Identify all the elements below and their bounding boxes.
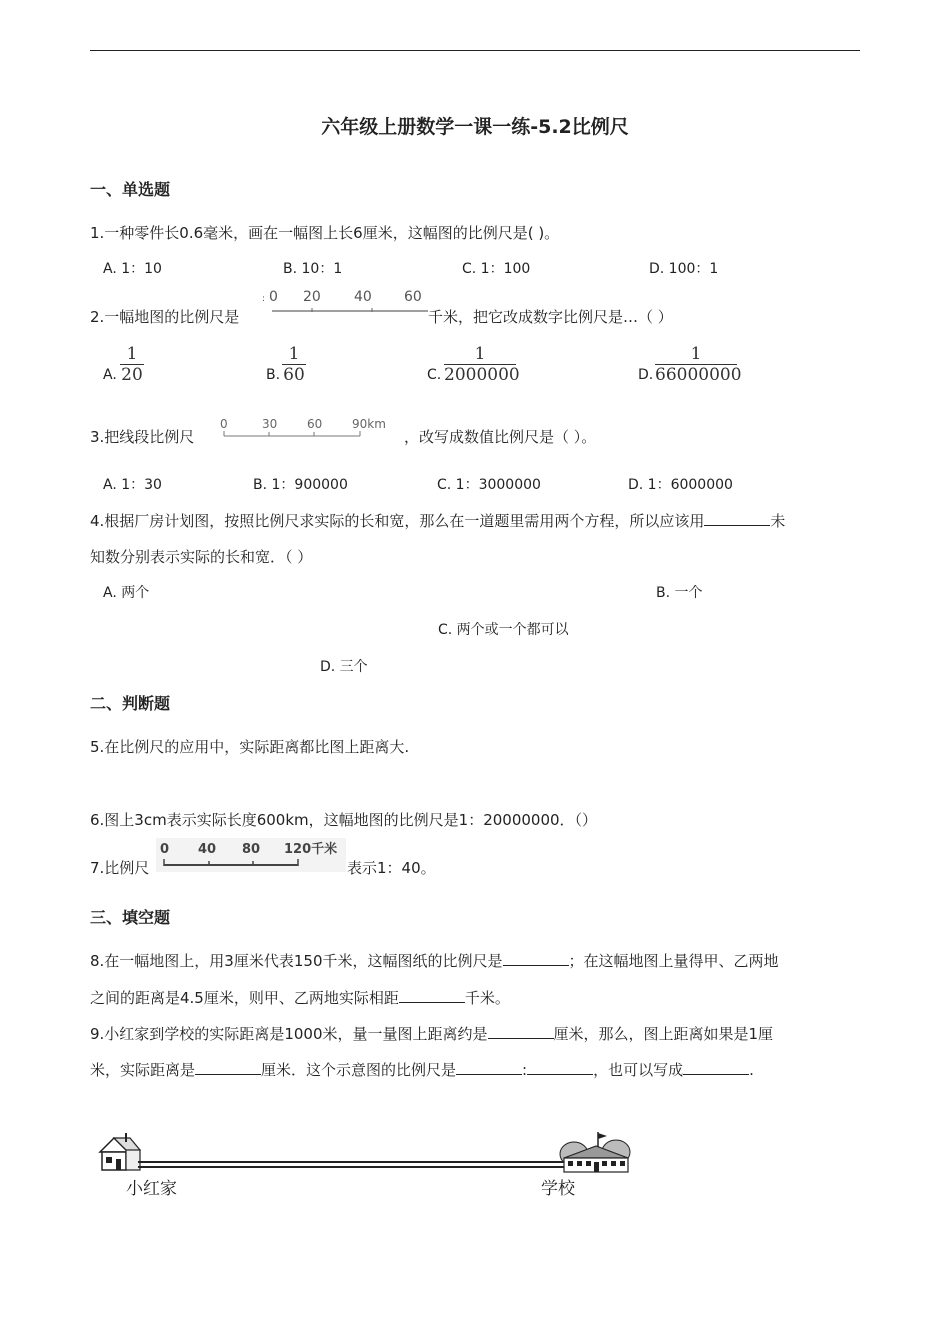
question-8-line-2: 之间的距离是4.5厘米，则甲、乙两地实际相距 千米。 bbox=[90, 989, 510, 1007]
q3-scale-tick-0: 0 bbox=[220, 417, 228, 431]
school-icon bbox=[560, 1132, 630, 1172]
q2-option-b-label[interactable]: B. bbox=[266, 367, 281, 383]
q1-option-d[interactable]: D. 100：1 bbox=[649, 261, 719, 277]
q2-option-d-fraction[interactable]: 1 66000000 bbox=[655, 344, 742, 385]
q2-option-a-fraction[interactable]: 1 20 bbox=[121, 344, 143, 385]
q2-option-c-fraction[interactable]: 1 2000000 bbox=[444, 344, 520, 385]
q1-option-c[interactable]: C. 1：100 bbox=[462, 261, 531, 277]
q9-blank-1[interactable] bbox=[488, 1024, 554, 1039]
q4-option-a[interactable]: A. 两个 bbox=[103, 585, 150, 601]
q7-scale-tick-80: 80 bbox=[242, 842, 261, 857]
q7-scale-tick-0: 0 bbox=[160, 842, 170, 857]
q2-scale-tick-20: 20 bbox=[303, 289, 321, 305]
q7-scale-tick-40: 40 bbox=[198, 842, 217, 857]
q7-scale-bar-image bbox=[156, 838, 346, 872]
q9-blank-2[interactable] bbox=[195, 1060, 261, 1075]
question-5: 5.在比例尺的应用中，实际距离都比图上距离大. bbox=[90, 738, 410, 756]
q9-blank-3[interactable] bbox=[456, 1060, 522, 1075]
q7-scale-tick-120: 120千米 bbox=[284, 842, 338, 857]
question-6: 6.图上3cm表示实际长度600km，这幅地图的比例尺是1：20000000．（） bbox=[90, 811, 598, 829]
q4-option-c[interactable]: C. 两个或一个都可以 bbox=[438, 622, 569, 638]
q4-option-d[interactable]: D. 三个 bbox=[320, 659, 368, 675]
q2-option-c-label[interactable]: C. bbox=[427, 367, 442, 383]
q3-option-a[interactable]: A. 1：30 bbox=[103, 477, 162, 493]
q3-scale-tick-30: 30 bbox=[262, 417, 278, 431]
question-7-prefix: 7.比例尺 bbox=[90, 859, 150, 877]
q8-blank-1[interactable] bbox=[503, 951, 569, 966]
q1-option-b[interactable]: B. 10：1 bbox=[283, 261, 343, 277]
question-8-line-1: 8.在一幅地图上，用3厘米代表150千米，这幅图纸的比例尺是 ；在这幅地图上量得甲、乙两地 bbox=[90, 952, 779, 970]
q2-scale-tick-60: 60 bbox=[404, 289, 422, 305]
header-rule bbox=[90, 50, 860, 51]
question-2-prefix: 2.一幅地图的比例尺是 bbox=[90, 308, 240, 326]
school-label: 学校 bbox=[541, 1179, 575, 1199]
house-icon bbox=[100, 1133, 140, 1170]
q4-blank[interactable] bbox=[704, 511, 770, 526]
q3-option-b[interactable]: B. 1：900000 bbox=[253, 477, 348, 493]
question-4-line-1: 4.根据厂房计划图，按照比例尺求实际的长和宽，那么在一道题里需用两个方程，所以应该用 未 bbox=[90, 512, 786, 530]
question-9-line-1: 9.小红家到学校的实际距离是1000米，量一量图上距离约是 厘米，那么，图上距离如果是1厘 bbox=[90, 1025, 774, 1043]
q2-option-d-label[interactable]: D. bbox=[638, 367, 654, 383]
q3-option-d[interactable]: D. 1：6000000 bbox=[628, 477, 733, 493]
q1-option-a[interactable]: A. 1：10 bbox=[103, 261, 162, 277]
home-label: 小红家 bbox=[126, 1179, 177, 1199]
section-heading-true-false: 二、判断题 bbox=[90, 694, 171, 713]
question-4-line-2: 知数分别表示实际的长和宽．（ ） bbox=[90, 548, 313, 566]
q3-scale-tick-90km: 90km bbox=[352, 417, 386, 431]
question-3-suffix: ，改写成数值比例尺是（ ）。 bbox=[404, 428, 597, 446]
q3-option-c[interactable]: C. 1：3000000 bbox=[437, 477, 541, 493]
question-7-suffix: 表示1：40。 bbox=[347, 859, 436, 877]
q2-scale-tick-40: 40 bbox=[354, 289, 372, 305]
q3-scale-tick-60: 60 bbox=[307, 417, 323, 431]
question-1: 1.一种零件长0.6毫米，画在一幅图上长6厘米，这幅图的比例尺是( )。 bbox=[90, 224, 560, 242]
section-heading-single-choice: 一、单选题 bbox=[90, 180, 171, 199]
page-title: 六年级上册数学一课一练-5.2比例尺 bbox=[321, 116, 629, 138]
section-heading-fill-blank: 三、填空题 bbox=[90, 908, 171, 927]
svg-text::: : bbox=[262, 294, 266, 304]
q9-blank-5[interactable] bbox=[683, 1060, 749, 1075]
q2-option-b-fraction[interactable]: 1 60 bbox=[283, 344, 305, 385]
q2-scale-bar-image bbox=[258, 287, 430, 317]
question-9-line-2: 米，实际距离是 厘米．这个示意图的比例尺是 : ，也可以写成 . bbox=[90, 1061, 754, 1079]
q4-option-b[interactable]: B. 一个 bbox=[656, 585, 703, 601]
q2-scale-tick-0: 0 bbox=[269, 289, 278, 305]
question-2-suffix: 千米，把它改成数字比例尺是…（ ） bbox=[428, 308, 673, 326]
q8-blank-2[interactable] bbox=[399, 988, 465, 1003]
home-to-school-diagram bbox=[96, 1130, 636, 1208]
q3-scale-bar-image bbox=[214, 414, 394, 442]
question-3-prefix: 3.把线段比例尺 bbox=[90, 428, 195, 446]
q2-option-a-label[interactable]: A. bbox=[103, 367, 117, 383]
q9-blank-4[interactable] bbox=[527, 1060, 593, 1075]
